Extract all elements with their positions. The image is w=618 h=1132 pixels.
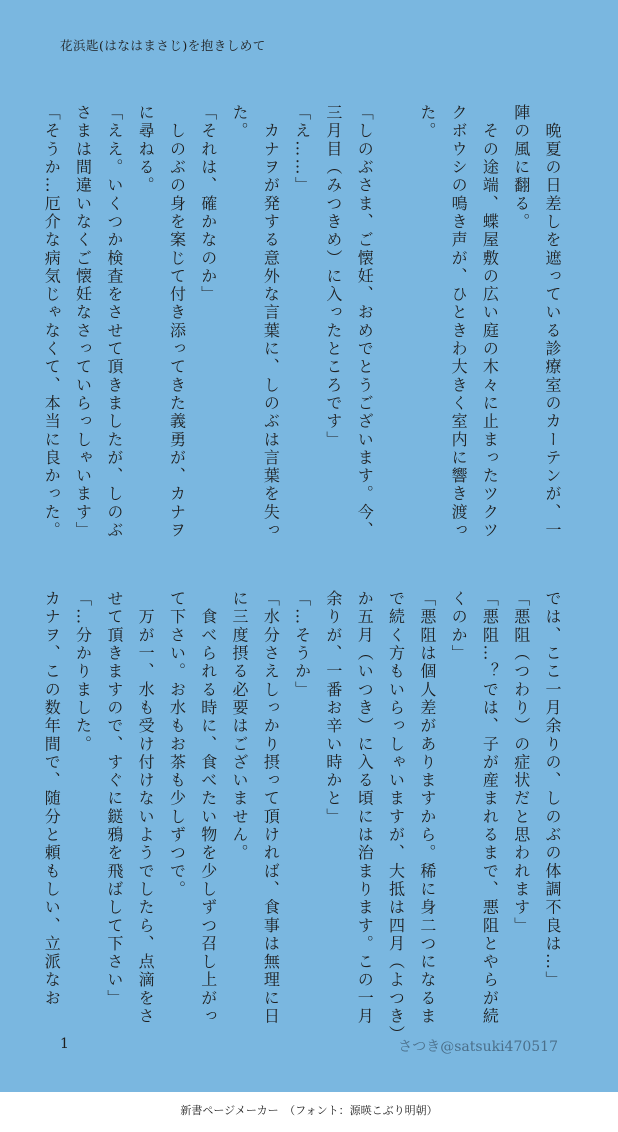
text-line: カナヲが発する意外な言葉に、しのぶは言葉を失っ <box>261 104 281 540</box>
text-line: 余りが、一番お辛い時かと」 <box>323 590 343 826</box>
text-line: では、ここ一月余りの、しのぶの体調不良は…」 <box>543 590 562 990</box>
text-line: 「ええ。いくつか検査をさせて頂きましたが、しのぶ <box>104 104 124 540</box>
text-line: せて頂きますので、すぐに鎹鴉を飛ばして下さい」 <box>104 590 124 1008</box>
text-line: 「そうか…厄介な病気じゃなくて、本当に良かった。 <box>42 104 62 540</box>
author-credit: さつき@satsuki470517 <box>398 1039 558 1055</box>
text-line: その途端、蝶屋敷の広い庭の木々に止まったツクツ <box>480 104 500 540</box>
text-line: で続く方もいらっしゃいますが、大抵は四月（よつき） <box>386 590 406 1044</box>
text-line: 「水分さえしっかり摂って頂ければ、食事は無理に日 <box>261 590 281 1026</box>
text-line: 「悪阻は個人差がありますから。稀に身二つになるま <box>417 590 437 1026</box>
text-line: 三月目（みつきめ）に入ったところです」 <box>323 104 343 449</box>
text-line: 「それは、確かなのか」 <box>198 104 218 304</box>
text-line: 「悪阻（つわり）の症状だと思われます」 <box>511 590 531 935</box>
text-line: た。 <box>417 104 437 141</box>
text-line: しのぶの身を案じて付き添ってきた義勇が、カナヲ <box>167 104 187 540</box>
text-block-top <box>42 104 568 540</box>
text-line: 「…分かりました。 <box>73 590 93 754</box>
text-line: 陣の風に翻る。 <box>511 104 531 232</box>
page-title: 花浜匙(はなはまさじ)を抱きしめて <box>60 38 266 53</box>
text-line: 食べられる時に、食べたい物を少しずつ召し上がっ <box>198 590 218 1026</box>
text-line: 「…そうか」 <box>292 590 312 699</box>
text-line: カナヲ、この数年間で、随分と頼もしい、立派なお <box>42 590 62 1008</box>
text-line-blank <box>380 104 411 524</box>
text-line: クボウシの鳴き声が、ひときわ大きく室内に響き渡っ <box>449 104 469 540</box>
text-line: に三度摂る必要はございません。 <box>230 590 250 863</box>
text-line: 「え……」 <box>292 104 312 195</box>
text-line: た。 <box>230 104 250 141</box>
text-line: か五月（いつき）に入る頃には治まります。この一月 <box>355 590 375 1026</box>
text-line: さまは間違いなくご懐妊なさっていらっしゃいます」 <box>73 104 93 540</box>
text-line: て下さい。お水もお茶も少しずつで。 <box>167 590 187 899</box>
text-line: に尋ねる。 <box>136 104 156 195</box>
text-line: 「しのぶさま、ご懐妊、おめでとうございます。今、 <box>355 104 375 540</box>
text-line: 「悪阻…？では、子が産まれるまで、悪阻とやらが続 <box>480 590 500 1026</box>
page-number: 1 <box>60 1036 69 1052</box>
text-line: 晩夏の日差しを遮っている診療室のカーテンが、一 <box>543 104 562 540</box>
maker-credit: 新書ページメーカー （フォント：源暎こぶり明朝） <box>180 1104 438 1117</box>
text-line: 万が一、水も受け付けないようでしたら、点滴をさ <box>136 590 156 1026</box>
text-line: くのか」 <box>449 590 469 663</box>
text-block-bottom <box>42 590 568 1044</box>
